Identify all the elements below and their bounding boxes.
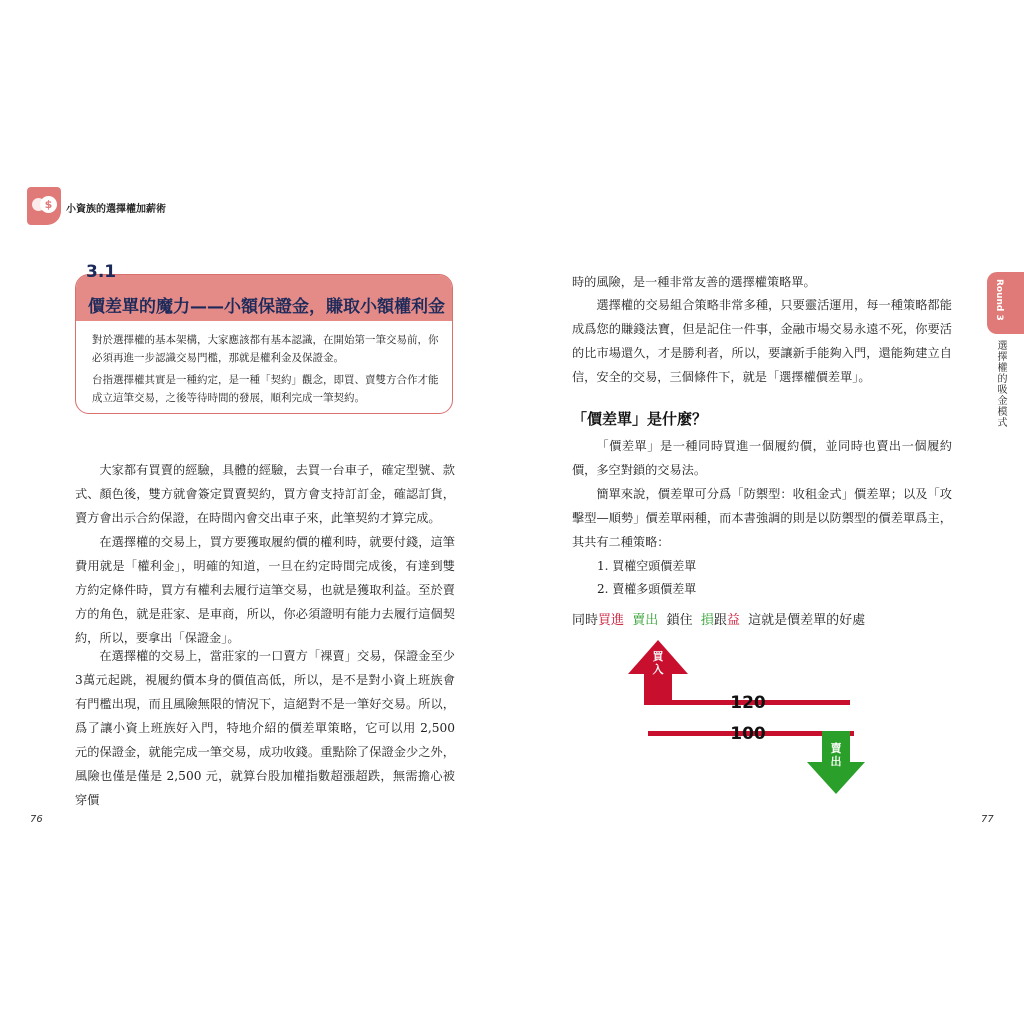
spread-diagram xyxy=(628,640,873,800)
section-intro-2: 台指選擇權其實是一種約定，是一種「契約」觀念，即買、賣雙方合作才能成立這筆交易，之後等待時間的發展，順利完成一筆契約。 xyxy=(92,374,439,404)
body-paragraph-2: 在選擇權的交易上，買方要獲取履約價的權利時，就要付錢，這筆費用就是「權利金」，明確的知道，一旦在約定時間完成後，有達到雙方約定條件時，買方有權利去履行這筆交易，也就是獲取利益。至於賣方的角色，就是莊家、是車商，所以，你必須證明有能力去履行這個契約，所以，要拿出「保證金」。 xyxy=(75,535,455,645)
buy-label: 買 xyxy=(652,650,664,663)
strategy-item-2: 2. 賣權多頭價差單 xyxy=(597,582,697,596)
sell-label: 賣 xyxy=(830,742,842,755)
section-intro-1: 對於選擇權的基本架構，大家應該都有基本認識，在開始第一筆交易前，你必須再進一步認識交易門檻，那就是權利金及保證金。 xyxy=(92,334,439,364)
right-paragraph-2: 選擇權的交易組合策略非常多種，只要靈活運用，每一種策略都能成爲您的賺錢法寶，但是記住一件事，金融市場交易永遠不死，你要活的比市場還久，才是勝利者，所以，要讓新手能夠入門，還能夠建立自信，安全的交易，三個條件下，就是「選擇權價差單」。 xyxy=(572,298,952,384)
sell-label-2: 出 xyxy=(830,755,842,768)
section-number: 3.1 xyxy=(86,262,117,282)
strategy-item-1: 1. 買權空頭價差單 xyxy=(597,559,697,573)
page-number-right: 77 xyxy=(981,814,994,825)
lower-price-label: 100 xyxy=(730,724,766,744)
right-paragraph-1: 時的風險，是一種非常友善的選擇權策略單。 xyxy=(572,275,816,289)
right-paragraph-4: 簡單來說，價差單可分爲「防禦型：收租金式」價差單；以及「攻擊型—順勢」價差單兩種，而本書強調的則是以防禦型的價差單爲主，其共有二種策略： xyxy=(572,487,952,549)
upper-price-label: 120 xyxy=(730,693,766,713)
chapter-tab xyxy=(987,272,1024,334)
sub-heading: 「價差單」是什麼？ xyxy=(572,410,708,428)
highlight-line: 同時買進 賣出 鎖住 損跟益 這就是價差單的好處 xyxy=(572,613,866,628)
body-paragraph-1: 大家都有買賣的經驗，具體的經驗，去買一台車子，確定型號、款式、顏色後，雙方就會簽定買賣契約，買方會支持訂訂金，確認訂貨，賣方會出示合約保證，在時間內會交出車子來，此筆契約才算完成。 xyxy=(75,463,455,525)
right-paragraph-3: 「價差單」是一種同時買進一個履約價，並同時也賣出一個履約價，多空對鎖的交易法。 xyxy=(572,439,952,477)
coin-stack-icon: $ xyxy=(27,187,61,225)
buy-label-2: 入 xyxy=(652,663,664,676)
page-number-left: 76 xyxy=(30,814,43,825)
book-title: 小資族的選擇權加薪術 xyxy=(66,204,166,215)
section-title: 價差單的魔力——小額保證金，賺取小額權利金 xyxy=(88,297,445,317)
chapter-round: Round 3 xyxy=(994,279,1004,321)
body-paragraph-3: 在選擇權的交易上，當莊家的一口賣方「裸賣」交易，保證金至少3萬元起跳，視履約價本身的價值高低，所以，是不是對小資上班族會有門檻出現，而且風險無限的情況下，這絕對不是一筆好交易。所以，爲了讓小資上班族好入門，特地介紹的價差單策略，它可以用 2,500 元的保證金，就能完成一筆交易，成功收錢。重點除了保證金少之外，風險也僅是僅是 2,500 元，就算台股加權指數超漲超跌，無需擔心被穿價 xyxy=(75,649,455,807)
chapter-subtitle: 選擇權的吸金模式 xyxy=(995,340,1006,428)
